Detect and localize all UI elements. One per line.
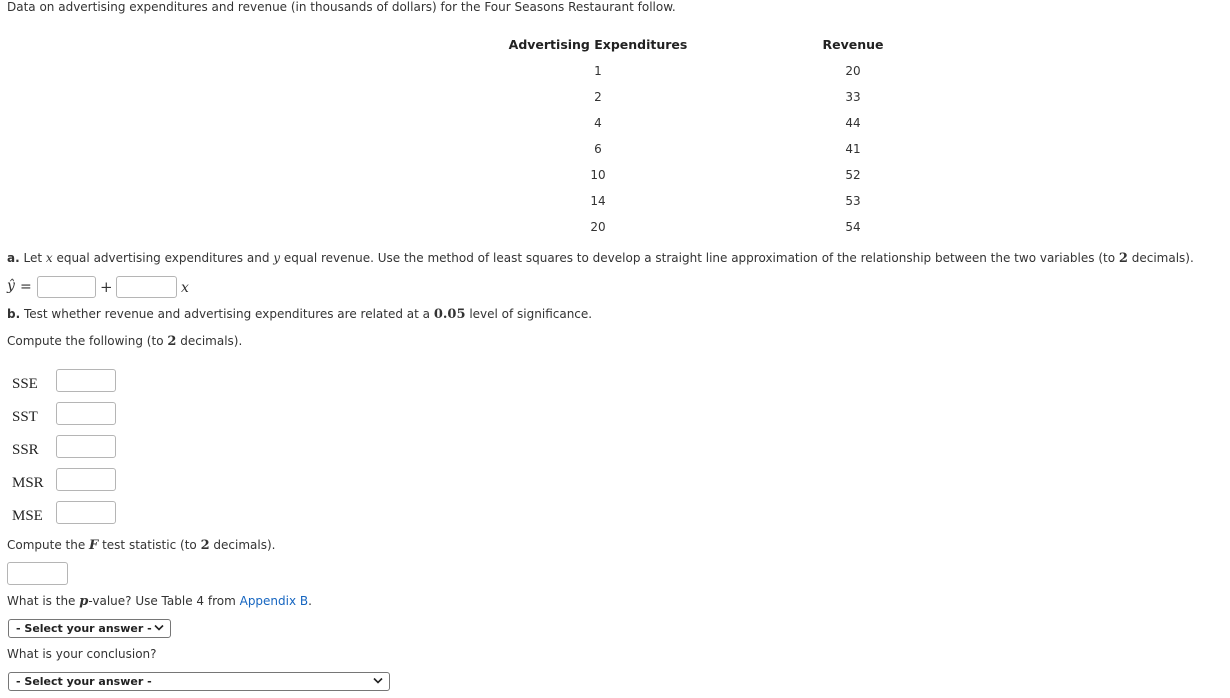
table-cell: 1 [594, 64, 602, 78]
table-cell: 41 [845, 142, 861, 156]
table-cell: 53 [845, 194, 861, 208]
table-cell: 20 [845, 64, 861, 78]
appendix-b-link[interactable]: Appendix B [239, 594, 309, 608]
msr-input[interactable] [56, 468, 116, 491]
sst-input[interactable] [56, 402, 116, 425]
p-value-select[interactable] [8, 619, 171, 638]
plus-sign: + [100, 278, 113, 296]
y-hat-symbol: ŷ [7, 278, 15, 294]
conclusion-select[interactable] [8, 672, 390, 691]
intercept-input[interactable] [37, 276, 96, 298]
part-a-letter: a. [7, 251, 20, 265]
table-cell: 33 [845, 90, 861, 104]
intro-text: Data on advertising expenditures and revenue (in thousands of dollars) for the Four Seasons Restaurant follow. [7, 0, 676, 14]
var-y: y [273, 251, 281, 265]
compute-instruction: Compute the following (to 2 decimals). [7, 334, 243, 349]
p-value-select-value: - Select your answer - [16, 622, 152, 635]
table-header-revenue: Revenue [822, 37, 884, 52]
f-symbol: F [89, 538, 99, 553]
ssr-label: SSR [12, 442, 39, 458]
table-cell: 14 [590, 194, 606, 208]
part-b-question: b. Test whether revenue and advertising expenditures are related at a 0.05 level of significance. [7, 307, 593, 322]
table-cell: 4 [594, 116, 602, 130]
chevron-down-icon [373, 677, 383, 685]
f-statistic-instruction: Compute the F test statistic (to 2 decimals). [7, 538, 276, 553]
equals-sign: = [20, 279, 32, 295]
msr-label: MSR [12, 475, 44, 491]
table-cell: 6 [594, 142, 602, 156]
table-cell: 10 [590, 168, 606, 182]
mse-input[interactable] [56, 501, 116, 524]
table-cell: 44 [845, 116, 861, 130]
part-b-letter: b. [7, 307, 21, 321]
conclusion-question: What is your conclusion? [7, 647, 157, 661]
x-symbol: x [181, 280, 189, 296]
p-value-question: What is the p-value? Use Table 4 from Appendix B. [7, 594, 312, 609]
var-x: x [45, 251, 53, 265]
mse-label: MSE [12, 508, 43, 524]
ssr-input[interactable] [56, 435, 116, 458]
sse-label: SSE [12, 376, 38, 392]
chevron-down-icon [154, 624, 164, 632]
table-header-advertising: Advertising Expenditures [508, 37, 688, 52]
table-cell: 52 [845, 168, 861, 182]
table-cell: 54 [845, 220, 861, 234]
part-a-question: a. Let x equal advertising expenditures and y equal revenue. Use the method of least squares to develop a straight line approximation of the relationship between the two variables (to 2 decimals). [7, 251, 1194, 266]
alpha-value: 0.05 [433, 307, 466, 322]
p-symbol: p [79, 594, 89, 609]
sst-label: SST [12, 409, 38, 425]
sse-input[interactable] [56, 369, 116, 392]
f-statistic-input[interactable] [7, 562, 68, 585]
table-cell: 2 [594, 90, 602, 104]
table-cell: 20 [590, 220, 606, 234]
conclusion-select-value: - Select your answer - [16, 675, 152, 688]
slope-input[interactable] [116, 276, 177, 298]
